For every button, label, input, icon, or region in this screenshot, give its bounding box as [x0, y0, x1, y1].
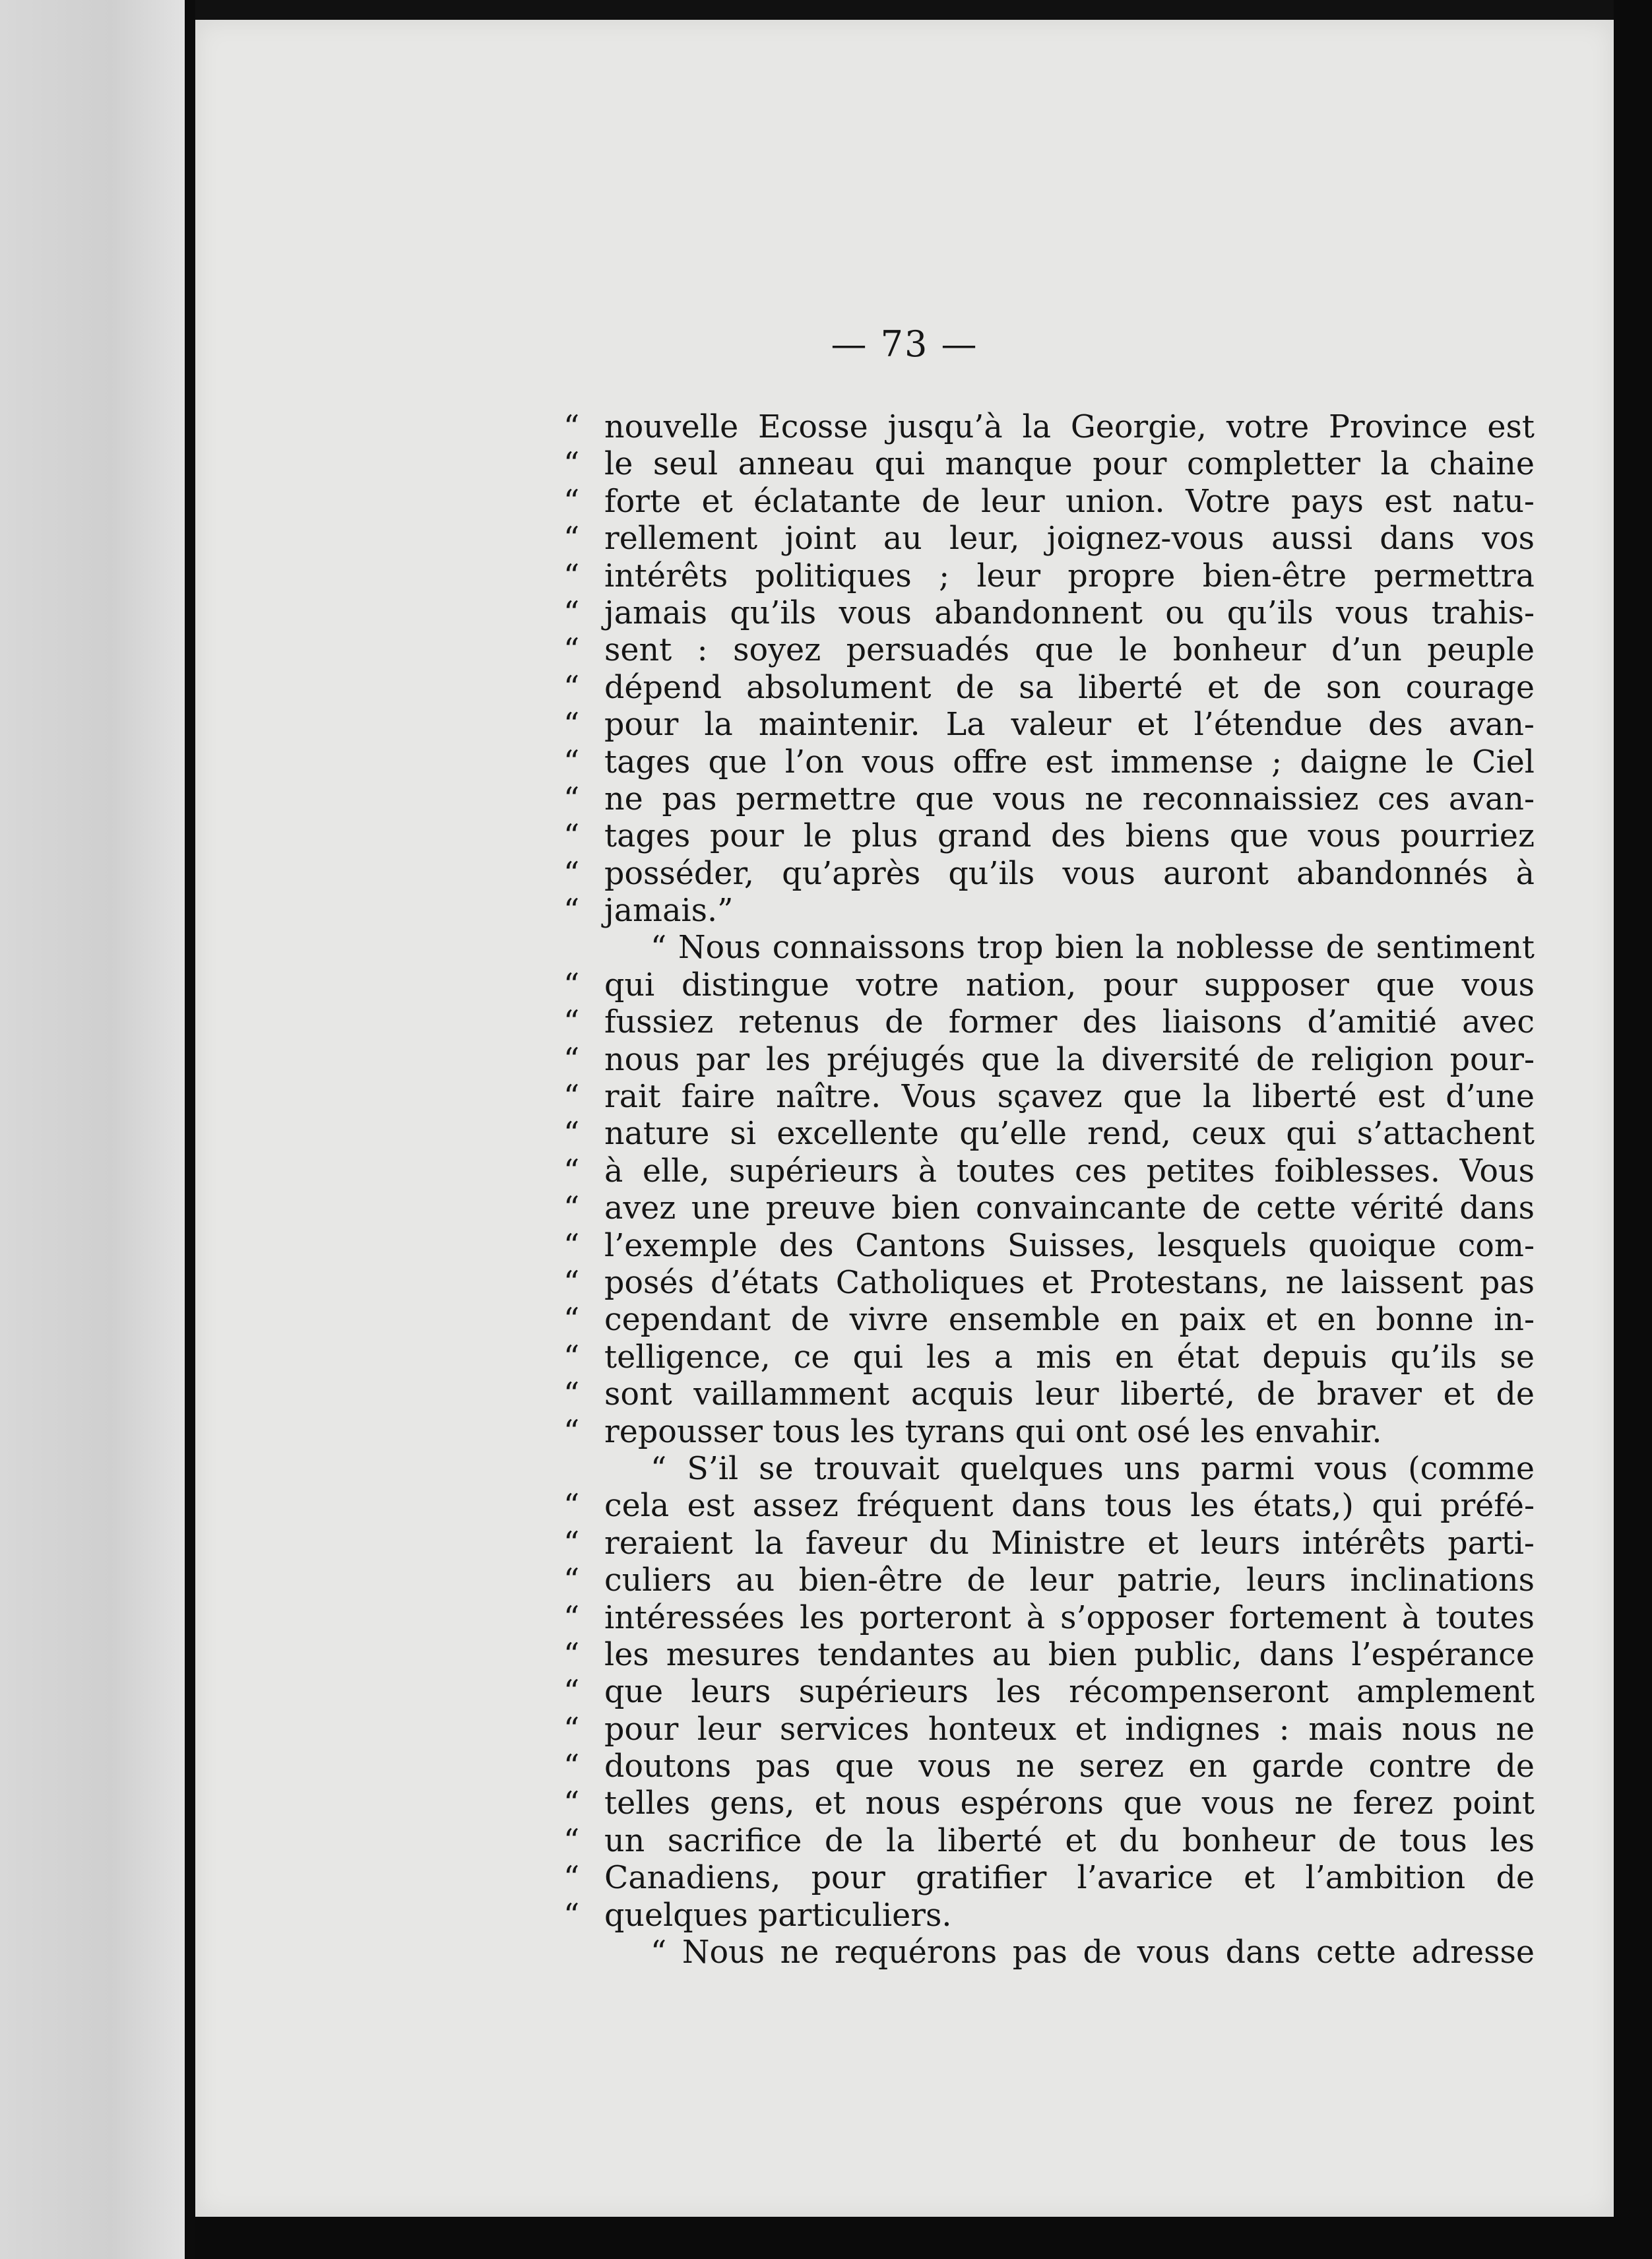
quote-mark: “	[563, 1860, 580, 1897]
text-line	[563, 1822, 1535, 1860]
line-text: fussiez retenus de former des liaisons d’amitié avec	[604, 1004, 1535, 1041]
text-line	[563, 707, 1535, 744]
text-line	[563, 1302, 1535, 1339]
line-text: nouvelle Ecosse jusqu’à la Georgie, votre Province est	[604, 409, 1535, 445]
text-line	[563, 1748, 1535, 1785]
quote-mark: “	[563, 893, 580, 930]
line-text: pour leur services honteux et indignes : mais nous ne	[604, 1711, 1535, 1748]
line-text: repousser tous les tyrans qui ont osé les envahir.	[604, 1413, 1382, 1450]
quote-mark: “	[563, 1376, 580, 1413]
text-line	[563, 1116, 1535, 1153]
text-line	[563, 1190, 1535, 1227]
quote-mark: “	[563, 818, 580, 855]
quote-mark: “	[563, 1413, 580, 1450]
line-text: le seul anneau qui manque pour completter la chaine	[604, 446, 1535, 483]
line-text: sont vaillamment acquis leur liberté, de braver et de	[604, 1376, 1535, 1413]
line-text: à elle, supérieurs à toutes ces petites foiblesses. Vous	[604, 1153, 1535, 1190]
line-text: avez une preuve bien convaincante de cette vérité dans	[604, 1190, 1535, 1227]
quote-mark: “	[563, 1897, 580, 1934]
line-text: culiers au bien-être de leur patrie, leurs inclinations	[604, 1562, 1535, 1599]
quote-mark: “	[563, 780, 580, 817]
line-text: jamais.”	[604, 893, 734, 930]
text-line	[563, 1785, 1535, 1822]
quote-mark: “	[563, 483, 580, 520]
line-text: nous par les préjugés que la diversité de religion pour-	[604, 1041, 1535, 1078]
text-line	[563, 893, 1535, 930]
line-text: posséder, qu’après qu’ils vous auront abandonnés à	[604, 855, 1535, 892]
quote-mark: “	[563, 1004, 580, 1041]
line-text: qui distingue votre nation, pour supposer que vous	[604, 967, 1535, 1003]
quote-mark: “	[563, 557, 580, 594]
quote-mark: “	[563, 1822, 580, 1859]
text-line	[563, 780, 1535, 818]
quote-mark: “	[563, 1562, 580, 1599]
text-line	[563, 594, 1535, 632]
text-line	[604, 930, 1535, 967]
quote-mark: “	[563, 1227, 580, 1264]
quote-mark: “	[563, 1636, 580, 1673]
line-text: les mesures tendantes au bien public, dans l’espérance	[604, 1636, 1535, 1673]
quote-mark: “	[563, 707, 580, 744]
text-line	[563, 1153, 1535, 1190]
quote-mark: “	[563, 1748, 580, 1785]
text-line	[563, 1860, 1535, 1897]
quote-mark: “	[563, 1153, 580, 1190]
text-line	[563, 967, 1535, 1004]
text-line	[563, 1041, 1535, 1079]
quote-mark: “	[563, 446, 580, 483]
quote-mark: “	[563, 1785, 580, 1822]
text-line	[563, 557, 1535, 595]
line-text: l’exemple des Cantons Suisses, lesquels quoique com-	[604, 1227, 1535, 1264]
text-line	[563, 409, 1535, 446]
line-text: dépend absolument de sa liberté et de son courage	[604, 669, 1535, 706]
text-line	[563, 632, 1535, 669]
line-text: doutons pas que vous ne serez en garde contre de	[604, 1748, 1535, 1785]
line-text: ne pas permettre que vous ne reconnaissiez ces avan-	[604, 780, 1535, 817]
text-line	[604, 1451, 1535, 1488]
line-text: cependant de vivre ensemble en paix et en bonne in-	[604, 1302, 1535, 1339]
text-line	[563, 1674, 1535, 1711]
text-line	[563, 446, 1535, 483]
right-page-edge	[1614, 0, 1652, 2259]
quote-mark: “	[563, 632, 580, 669]
quote-mark: “	[563, 1302, 580, 1339]
quote-mark: “	[563, 1339, 580, 1376]
text-line	[563, 1376, 1535, 1413]
text-line	[563, 1562, 1535, 1599]
quote-mark: “	[563, 1599, 580, 1636]
left-page-edge	[0, 0, 185, 2259]
text-line	[563, 1525, 1535, 1562]
quote-mark: “	[563, 1116, 580, 1153]
text-line	[563, 855, 1535, 893]
quote-mark: “	[563, 744, 580, 780]
line-text: telligence, ce qui les a mis en état depuis qu’ils se	[604, 1339, 1535, 1376]
quote-mark: “	[563, 1525, 580, 1562]
text-line	[563, 1599, 1535, 1637]
text-line	[563, 1227, 1535, 1265]
body-text	[563, 409, 1535, 1971]
line-text: Canadiens, pour gratifier l’avarice et l’ambition de	[604, 1860, 1535, 1897]
bottom-page-edge	[195, 2217, 1652, 2259]
quote-mark: “	[563, 1079, 580, 1116]
line-text: reraient la faveur du Ministre et leurs intérêts parti-	[604, 1525, 1535, 1562]
line-text: tages pour le plus grand des biens que vous pourriez	[604, 818, 1535, 855]
quote-mark: “	[563, 1264, 580, 1301]
text-line	[563, 1488, 1535, 1525]
quote-mark: “	[563, 409, 580, 445]
line-text: sent : soyez persuadés que le bonheur d’un peuple	[604, 632, 1535, 669]
line-text: “ Nous ne requérons pas de vous dans cette adresse	[651, 1934, 1535, 1971]
line-text: forte et éclatante de leur union. Votre pays est natu-	[604, 483, 1535, 520]
text-line	[604, 1934, 1535, 1971]
line-text: quelques particuliers.	[604, 1897, 952, 1934]
text-line	[563, 483, 1535, 521]
quote-mark: “	[563, 1711, 580, 1748]
line-text: posés d’états Catholiques et Protestans, ne laissent pas	[604, 1264, 1535, 1301]
quote-mark: “	[563, 1488, 580, 1525]
text-line	[563, 1004, 1535, 1041]
quote-mark: “	[563, 1674, 580, 1711]
text-line	[563, 1897, 1535, 1934]
book-gutter	[185, 0, 195, 2259]
text-line	[563, 1413, 1535, 1451]
text-line	[563, 818, 1535, 855]
line-text: que leurs supérieurs les récompenseront amplement	[604, 1674, 1535, 1711]
line-text: nature si excellente qu’elle rend, ceux qui s’attachent	[604, 1116, 1535, 1153]
line-text: un sacrifice de la liberté et du bonheur de tous les	[604, 1822, 1535, 1859]
text-line	[563, 1636, 1535, 1674]
line-text: telles gens, et nous espérons que vous ne ferez point	[604, 1785, 1535, 1822]
line-text: intérêts politiques ; leur propre bien-être permettra	[604, 557, 1535, 594]
text-line	[563, 744, 1535, 781]
text-line	[563, 1079, 1535, 1116]
quote-mark: “	[563, 967, 580, 1003]
line-text: tages que l’on vous offre est immense ; daigne le Ciel	[604, 744, 1535, 780]
scanned-page	[195, 20, 1614, 2217]
page-number: — 73 —	[831, 323, 978, 365]
text-line	[563, 521, 1535, 557]
line-text: jamais qu’ils vous abandonnent ou qu’ils vous trahis-	[604, 594, 1535, 631]
text-line	[563, 669, 1535, 707]
text-line	[563, 1264, 1535, 1302]
quote-mark: “	[563, 594, 580, 631]
line-text: pour la maintenir. La valeur et l’étendue des avan-	[604, 707, 1535, 744]
line-text: intéressées les porteront à s’opposer fortement à toutes	[604, 1599, 1535, 1636]
text-line	[563, 1711, 1535, 1748]
text-line	[563, 1339, 1535, 1376]
line-text: rait faire naître. Vous sçavez que la liberté est d’une	[604, 1079, 1535, 1116]
line-text: “ S’il se trouvait quelques uns parmi vous (comme	[651, 1450, 1535, 1487]
quote-mark: “	[563, 521, 580, 557]
quote-mark: “	[563, 855, 580, 892]
quote-mark: “	[563, 1041, 580, 1078]
line-text: cela est assez fréquent dans tous les états,) qui préfé-	[604, 1488, 1535, 1525]
quote-mark: “	[563, 669, 580, 706]
line-text: rellement joint au leur, joignez-vous aussi dans vos	[604, 521, 1535, 557]
line-text: “ Nous connaissons trop bien la noblesse de sentiment	[651, 930, 1535, 967]
quote-mark: “	[563, 1190, 580, 1227]
